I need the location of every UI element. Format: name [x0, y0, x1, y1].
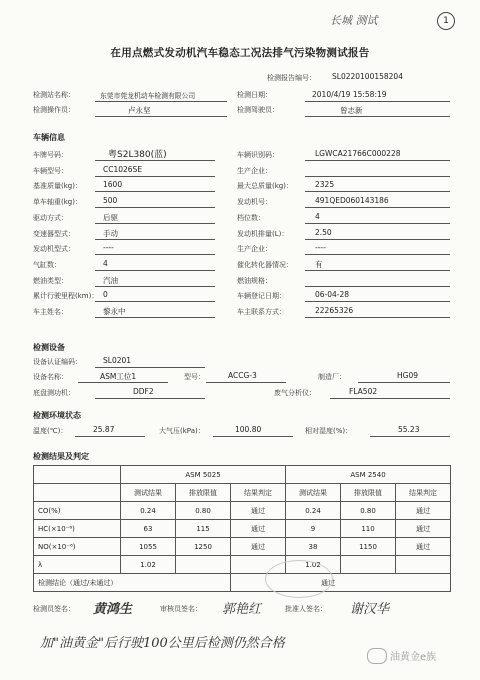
cell: 通过 [396, 502, 451, 520]
table-row [34, 538, 451, 556]
veh-left-underline-8 [95, 286, 215, 287]
veh-left-value-2: 1600 [103, 180, 123, 190]
results-table [33, 465, 451, 592]
veh-right-label-4: 档位数： [237, 213, 265, 222]
station-underline [95, 101, 227, 102]
asm5025-header: ASM 5025 [121, 466, 286, 484]
veh-right-value-2: 2325 [315, 180, 335, 190]
col-judge-1: 结果判定 [231, 484, 286, 502]
veh-left-label-10: 车主姓名： [33, 308, 68, 316]
dyno-value: DDF2 [133, 387, 154, 396]
approver-signature: 谢汉华 [350, 602, 390, 617]
blank-header-cell [34, 466, 121, 484]
pressure-value: 100.80 [235, 425, 262, 434]
veh-left-label-5: 变速器型式： [33, 229, 75, 238]
veh-right-underline-6 [305, 254, 450, 255]
report-no-value: SL0220100158204 [332, 72, 403, 81]
veh-right-value-3: 491QED060143186 [315, 196, 389, 206]
veh-right-value-4: 4 [315, 211, 320, 221]
tester-signature: 黄鸿生 [93, 602, 133, 617]
veh-right-value-6: ---- [315, 243, 326, 253]
reviewer-signature: 郭艳红 [222, 602, 262, 617]
veh-left-label-2: 基准质量(kg)： [33, 182, 82, 191]
cell [341, 556, 396, 574]
veh-right-value-0: LGWCA21766C000228 [315, 149, 401, 158]
cell: 1150 [341, 538, 396, 556]
veh-right-value-10: 22265326 [315, 306, 354, 315]
veh-left-underline-2 [95, 191, 215, 192]
top-handwritten-note: 长城 测试 [330, 14, 378, 27]
veh-left-underline-3 [95, 207, 215, 208]
report-no-label: 检测报告编号： [267, 74, 316, 82]
pressure-label: 大气压(kPa)： [159, 427, 205, 435]
veh-right-label-5: 发动机排量(L)： [237, 229, 289, 238]
cell: 通过 [396, 520, 451, 538]
veh-left-label-4: 驱动方式： [33, 213, 68, 222]
analyzer-label: 废气分析仪： [274, 389, 316, 397]
cell: 0.80 [176, 502, 231, 520]
report-title: 在用点燃式发动机汽车稳态工况法排气污染物测试报告 [110, 47, 370, 59]
cell: 0.80 [341, 502, 396, 520]
veh-left-value-1: CC1026SE [103, 164, 143, 174]
col-result-2: 测试结果 [286, 484, 341, 502]
veh-left-value-0: 粤S2L380(蓝) [108, 150, 167, 160]
veh-right-label-6: 生产企业： [237, 245, 272, 254]
veh-right-value-5: 2.50 [315, 227, 332, 237]
cell: 1250 [176, 538, 231, 556]
analyzer-value: FLA502 [349, 387, 378, 396]
veh-left-value-8: 汽油 [103, 275, 118, 285]
veh-right-value-9: 06-04-28 [315, 290, 350, 300]
veh-left-underline-6 [95, 254, 215, 255]
veh-left-value-9: 0 [103, 290, 108, 300]
cell: 通过 [231, 502, 286, 520]
veh-right-underline-10 [305, 317, 450, 318]
dyno-underline [95, 398, 205, 399]
veh-left-underline-7 [95, 270, 215, 271]
veh-right-underline-1 [305, 176, 450, 177]
model-underline [206, 382, 286, 383]
vehicle-section-heading: 车辆信息 [33, 133, 65, 142]
reviewer-label: 审核员签名： [160, 605, 202, 613]
cell: 通过 [231, 520, 286, 538]
cell [396, 556, 451, 574]
col-limit-2: 排放限值 [341, 484, 396, 502]
row-name: NO(×10⁻⁶) [34, 538, 121, 556]
cell: 通过 [396, 538, 451, 556]
veh-left-label-6: 发动机型式： [33, 245, 75, 254]
cell: 0.24 [286, 502, 341, 520]
veh-left-value-3: 500 [103, 196, 118, 206]
result-section-heading: 检测结果及判定 [33, 452, 89, 461]
maker-value: HG09 [397, 371, 418, 380]
equipment-name-label: 设备名称： [33, 373, 68, 381]
veh-left-value-10: 黎永中 [103, 307, 126, 316]
veh-left-underline-1 [95, 176, 215, 177]
veh-right-underline-5 [305, 239, 450, 240]
approver-label: 批准人签名： [285, 605, 327, 613]
station-label: 检测站名称： [33, 91, 75, 99]
tester-label: 检测员签名： [33, 605, 75, 613]
veh-right-underline-7 [305, 270, 450, 271]
cell: 1.02 [121, 556, 176, 574]
test-date-value: 2010/4/19 15:58:19 [312, 90, 387, 99]
cell: 110 [341, 520, 396, 538]
faint-stamp [265, 560, 333, 598]
blank-subheader-cell [34, 484, 121, 502]
veh-right-label-0: 车辆识别码： [237, 151, 279, 159]
results-header-row [34, 466, 451, 484]
watermark-text: 油黄金e族 [390, 652, 437, 663]
model-value: ACCG-3 [228, 371, 257, 380]
veh-right-label-3: 发动机号： [237, 198, 272, 207]
veh-left-label-0: 车牌号码： [33, 151, 68, 159]
dyno-label: 底盘测功机： [33, 389, 75, 397]
equipment-id-value: SL0201 [103, 356, 132, 365]
veh-left-underline-9 [95, 301, 215, 302]
driver-underline [305, 116, 450, 117]
driver-label: 检测驾驶员： [237, 106, 279, 114]
veh-right-underline-4 [305, 223, 450, 224]
veh-left-underline-0 [95, 160, 215, 161]
veh-left-value-5: 手动 [103, 228, 118, 238]
overall-row [34, 574, 451, 592]
driver-value: 曾志新 [340, 106, 363, 115]
humidity-underline [370, 436, 450, 437]
equipment-section-heading: 检测设备 [33, 343, 65, 352]
maker-label: 制造厂： [318, 373, 346, 381]
col-limit-1: 排放限值 [176, 484, 231, 502]
equipment-id-underline [95, 367, 205, 368]
overall-label: 检测结论（通过/未通过） [34, 574, 231, 592]
cell: 115 [176, 520, 231, 538]
operator-underline [95, 116, 227, 117]
page-number-circle: 1 [437, 12, 455, 30]
equipment-name-value: ASM工位1 [100, 372, 137, 381]
test-date-underline [305, 101, 450, 102]
veh-right-label-1: 生产企业： [237, 166, 272, 175]
veh-right-underline-2 [305, 191, 450, 192]
veh-right-label-7: 催化转化器情况： [237, 260, 293, 269]
veh-left-value-7: 4 [103, 258, 108, 268]
temperature-value: 25.87 [93, 425, 115, 434]
cell: 9 [286, 520, 341, 538]
veh-right-underline-9 [305, 301, 450, 302]
asm2540-header: ASM 2540 [286, 466, 451, 484]
humidity-label: 相对湿度(%)： [305, 427, 353, 435]
col-result-1: 测试结果 [121, 484, 176, 502]
veh-left-label-1: 车辆型号： [33, 166, 68, 175]
cell [176, 556, 231, 574]
veh-left-label-8: 燃油类型： [33, 276, 68, 285]
col-judge-2: 结果判定 [396, 484, 451, 502]
temperature-label: 温度(℃)： [33, 427, 68, 435]
cell: 63 [121, 520, 176, 538]
pressure-underline [213, 436, 293, 437]
veh-right-label-8: 燃油规格： [237, 276, 272, 285]
overall-value: 通过 [231, 574, 451, 592]
veh-right-label-2: 最大总质量(kg)： [237, 182, 293, 191]
veh-left-underline-10 [95, 317, 215, 318]
cell: 1055 [121, 538, 176, 556]
temperature-underline [75, 436, 145, 437]
footer-handwritten-note: 加"油黄金"后行驶100公里后检测仍然合格 [40, 636, 285, 651]
analyzer-underline [330, 398, 450, 399]
cell: 38 [286, 538, 341, 556]
environment-section-heading: 检测环境状态 [33, 411, 81, 420]
station-value: 东莞市莞龙机动车检测有限公司 [100, 92, 196, 100]
operator-label: 检测操作员： [33, 106, 75, 114]
chat-bubble-icon [367, 648, 387, 664]
equipment-id-label: 设备认证编码： [33, 358, 82, 366]
veh-left-label-3: 单车轴重(kg)： [33, 198, 82, 207]
operator-value: 卢永坚 [128, 106, 151, 115]
veh-right-label-10: 车主联系方式： [237, 308, 286, 316]
veh-right-underline-8 [305, 286, 450, 287]
equipment-name-underline [78, 382, 168, 383]
cell: 0.24 [121, 502, 176, 520]
veh-left-value-4: 后驱 [103, 212, 118, 222]
veh-left-underline-4 [95, 223, 215, 224]
row-name: CO(%) [34, 502, 121, 520]
table-row [34, 556, 451, 574]
results-subheader-row [34, 484, 451, 502]
veh-right-value-7: 有 [315, 259, 323, 269]
veh-right-label-9: 车辆登记日期： [237, 292, 286, 301]
humidity-value: 55.23 [398, 425, 420, 434]
veh-left-value-6: ---- [103, 243, 114, 253]
veh-right-underline-3 [305, 207, 450, 208]
veh-left-label-9: 累计行驶里程(km)： [33, 292, 99, 301]
cell: 通过 [231, 538, 286, 556]
table-row [34, 520, 451, 538]
table-row [34, 502, 451, 520]
veh-left-label-7: 气缸数： [33, 260, 61, 269]
veh-right-underline-0 [305, 160, 450, 161]
row-name: λ [34, 556, 121, 574]
test-date-label: 检测日期： [237, 91, 272, 99]
row-name: HC(×10⁻⁶) [34, 520, 121, 538]
cell: 1.02 [286, 556, 341, 574]
maker-underline [358, 382, 450, 383]
model-label: 型号： [184, 373, 205, 381]
veh-left-underline-5 [95, 239, 215, 240]
